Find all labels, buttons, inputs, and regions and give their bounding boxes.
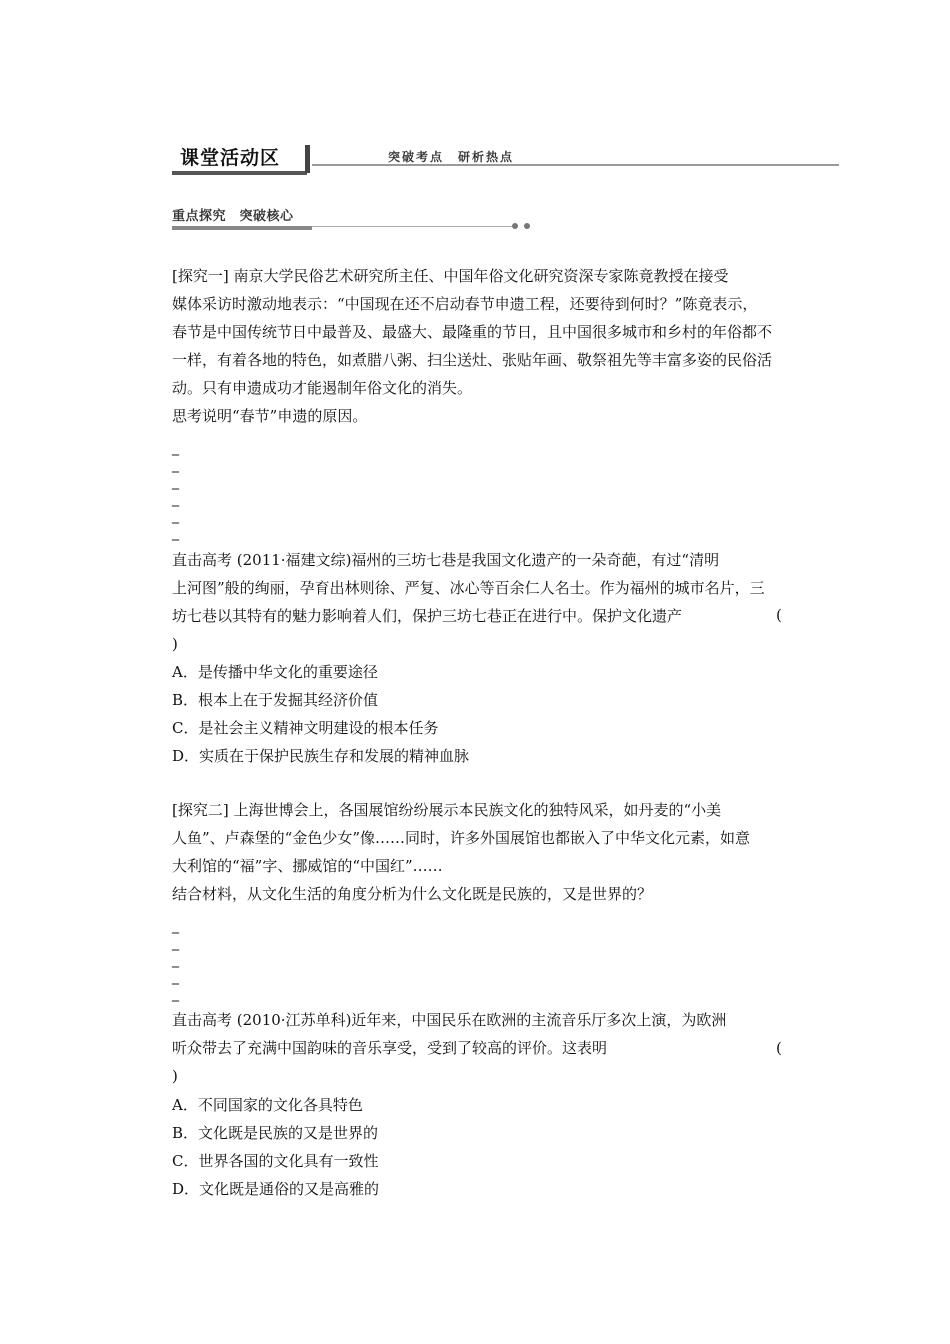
exam-one-stem bbox=[172, 546, 812, 630]
answer-blank-line: _ bbox=[172, 525, 179, 541]
section-title-divider bbox=[305, 145, 310, 173]
answer-blank-line: _ bbox=[172, 935, 179, 951]
option-d[interactable]: D．实质在于保护民族生存和发展的精神血脉 bbox=[172, 747, 470, 765]
answer-blank-area[interactable] bbox=[172, 918, 179, 1003]
option-c[interactable]: C．是社会主义精神文明建设的根本任务 bbox=[172, 719, 439, 737]
option-a[interactable]: A．不同国家的文化各具特色 bbox=[172, 1096, 363, 1114]
inquiry-one-passage bbox=[172, 262, 812, 430]
answer-blank-line: _ bbox=[172, 508, 179, 524]
answer-paren-open: ( bbox=[776, 606, 782, 624]
passage-line: 大利馆的“福”字、挪威馆的“中国红”…… bbox=[172, 857, 443, 875]
stem-line: 听众带去了充满中国韵味的音乐享受，受到了较高的评价。这表明 bbox=[172, 1039, 608, 1057]
option-b[interactable]: B．文化既是民族的又是世界的 bbox=[172, 1124, 379, 1142]
section-title-underline bbox=[172, 171, 307, 175]
inquiry-two-passage bbox=[172, 796, 812, 908]
answer-paren-open: ( bbox=[776, 1039, 782, 1057]
passage-line: 一样，有着各地的特色，如煮腊八粥、扫尘送灶、张贴年画、敬祭祖先等丰富多姿的民俗活 bbox=[172, 351, 773, 369]
exam-two-stem bbox=[172, 1006, 812, 1062]
subsection-underline bbox=[172, 226, 312, 230]
section-subtitle: 突破考点 研析热点 bbox=[388, 150, 515, 164]
rule-dot bbox=[524, 223, 530, 229]
stem-line: 直击高考 (2011·福建文综)福州的三坊七巷是我国文化遗产的一朵奇葩，有过“清明 bbox=[172, 551, 720, 569]
answer-paren-close: ) bbox=[172, 635, 178, 653]
passage-line: 媒体采访时激动地表示：“中国现在还不启动春节申遗工程，还要待到何时？”陈竟表示， bbox=[172, 295, 758, 313]
answer-blank-line: _ bbox=[172, 969, 179, 985]
question-text: 思考说明“春节”申遗的原因。 bbox=[172, 407, 368, 425]
stem-line: 直击高考 (2010·江苏单科)近年来，中国民乐在欧洲的主流音乐厅多次上演，为欧洲 bbox=[172, 1011, 727, 1029]
option-d[interactable]: D．文化既是通俗的又是高雅的 bbox=[172, 1180, 380, 1198]
answer-blank-area[interactable] bbox=[172, 440, 179, 542]
rule-dot bbox=[512, 223, 518, 229]
passage-line: 春节是中国传统节日中最普及、最盛大、最隆重的节日，且中国很多城市和乡村的年俗都不 bbox=[172, 323, 773, 341]
option-b[interactable]: B．根本上在于发掘其经济价值 bbox=[172, 691, 379, 709]
answer-blank-line: _ bbox=[172, 918, 179, 934]
subsection-title: 重点探究 突破核心 bbox=[172, 209, 294, 224]
answer-blank-line: _ bbox=[172, 491, 179, 507]
answer-blank-line: _ bbox=[172, 440, 179, 456]
option-a[interactable]: A．是传播中华文化的重要途径 bbox=[172, 663, 378, 681]
passage-line: 人鱼”、卢森堡的“金色少女”像……同时，许多外国展馆也都嵌入了中华文化元素，如意 bbox=[172, 829, 751, 847]
section-rule bbox=[312, 164, 839, 166]
stem-line: 上河图”般的绚丽，孕育出林则徐、严复、冰心等百余仁人名士。作为福州的城市名片，三 bbox=[172, 579, 765, 597]
subsection-rule bbox=[312, 226, 512, 227]
answer-blank-line: _ bbox=[172, 952, 179, 968]
question-text: 结合材料，从文化生活的角度分析为什么文化既是民族的，又是世界的？ bbox=[172, 885, 653, 903]
passage-line: 动。只有申遗成功才能遏制年俗文化的消失。 bbox=[172, 379, 473, 397]
answer-blank-line: _ bbox=[172, 986, 179, 1002]
passage-line: [探究二] 上海世博会上，各国展馆纷纷展示本民族文化的独特风采，如丹麦的“小美 bbox=[172, 801, 722, 819]
option-c[interactable]: C．世界各国的文化具有一致性 bbox=[172, 1152, 379, 1170]
answer-paren-close: ) bbox=[172, 1067, 178, 1085]
option-list bbox=[172, 1091, 379, 1203]
stem-line: 坊七巷以其特有的魅力影响着人们，保护三坊七巷正在进行中。保护文化遗产 bbox=[172, 607, 683, 625]
answer-blank-line: _ bbox=[172, 457, 179, 473]
passage-line: [探究一] 南京大学民俗艺术研究所主任、中国年俗文化研究资深专家陈竟教授在接受 bbox=[172, 267, 729, 285]
option-list bbox=[172, 658, 469, 770]
section-title: 课堂活动区 bbox=[180, 147, 281, 169]
answer-blank-line: _ bbox=[172, 474, 179, 490]
